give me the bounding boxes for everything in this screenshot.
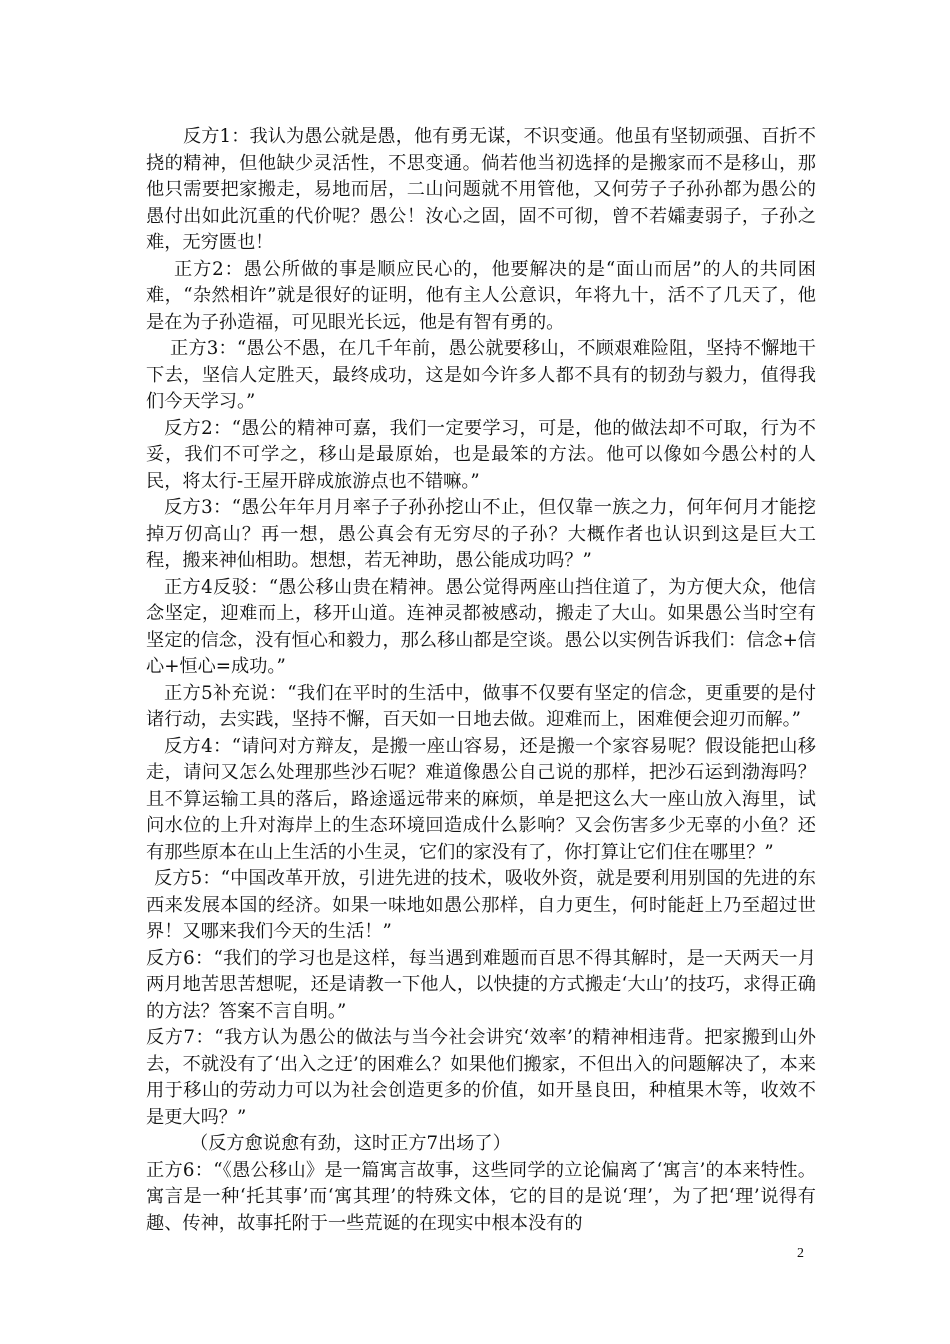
- paragraph-fan7: 反方7：“我方认为愚公的做法与当今社会讲究‘效率’的精神相违背。把家搬到山外去，不就没有了‘出入之迂’的困难么？如果他们搬家，不但出入的问题解决了，本来用于移山的劳动力可以为社会创造更多的价值，如开垦良田，种植果木等，收效不是更大吗？”: [146, 1027, 816, 1128]
- paragraph-fan1: 反方1：我认为愚公就是愚，他有勇无谋，不识变通。他虽有坚韧顽强、百折不挠的精神，但他缺少灵活性，不思变通。倘若他当初选择的是搬家而不是移山，那他只需要把家搬走，易地而居，二山问题就不用管他，又何劳子子孙孙都为愚公的愚付出如此沉重的代价呢？愚公！汝心之固，固不可彻，曾不若孀妻弱子，子孙之难，无穷匮也！: [146, 126, 816, 253]
- paragraph-zheng6: 正方6：“《愚公移山》是一篇寓言故事，这些同学的立论偏离了‘寓言’的本来特性。寓言是一种‘托其事’而‘寓其理’的特殊文体，它的目的是说‘理’，为了把‘理’说得有趣、传神，故事托附于一些荒诞的在现实中根本没有的: [146, 1159, 816, 1234]
- paragraph-fan6: 反方6：“我们的学习也是这样，每当遇到难题而百思不得其解时，是一天两天一月两月地苦思苦想呢，还是请教一下他人，以快捷的方式搬走‘大山’的技巧，求得正确的方法？答案不言自明。”: [146, 947, 816, 1022]
- paragraph-zheng2: 正方2：愚公所做的事是顺应民心的，他要解决的是“面山而居”的人的共同困难，“杂然相许”就是很好的证明，他有主人公意识，年将九十，活不了几天了，他是在为子孙造福，可见眼光长远，他是有智有勇的。: [146, 258, 816, 333]
- paragraph-fan4: 反方4：“请问对方辩友，是搬一座山容易，还是搬一个家容易呢？假设能把山移走，请问又怎么处理那些沙石呢？难道像愚公自己说的那样，把沙石运到渤海吗？且不算运输工具的落后，路途遥远带来的麻烦，单是把这么大一座山放入海里，试问水位的上升对海岸上的生态环境回造成什么影响？又会伤害多少无辜的小鱼？还有那些原本在山上生活的小生灵，它们的家没有了，你打算让它们住在哪里？”: [146, 735, 816, 863]
- page-number: 2: [797, 1246, 804, 1261]
- document-body: [146, 124, 816, 1237]
- paragraph-fan5: 反方5：“中国改革开放，引进先进的技术，吸收外资，就是要利用别国的先进的东西来发展本国的经济。如果一味地如愚公那样，自力更生，何时能赶上乃至超过世界！又哪来我们今天的生活！”: [146, 868, 816, 942]
- paragraph-zheng4: 正方4反驳：“愚公移山贵在精神。愚公觉得两座山挡住道了，为方便大众，他信念坚定，迎难而上，移开山道。连神灵都被感动，搬走了大山。如果愚公当时空有坚定的信念，没有恒心和毅力，那么移山都是空谈。愚公以实例告诉我们：信念+信心+恒心=成功。”: [146, 576, 816, 677]
- paragraph-zheng3: 正方3：“愚公不愚，在几千年前，愚公就要移山，不顾艰难险阻，坚持不懈地干下去，坚信人定胜天，最终成功，这是如今许多人都不具有的韧劲与毅力，值得我们今天学习。”: [146, 338, 816, 412]
- paragraph-stage-note: （反方愈说愈有劲，这时正方7出场了）: [190, 1133, 511, 1154]
- paragraph-fan3: 反方3：“愚公年年月月率子子孙孙挖山不止，但仅靠一族之力，何年何月才能挖掉万仞高山？再一想，愚公真会有无穷尽的子孙？大概作者也认识到这是巨大工程，搬来神仙相助。想想，若无神助，愚公能成功吗？”: [146, 497, 816, 571]
- paragraph-zheng5: 正方5补充说：“我们在平时的生活中，做事不仅要有坚定的信念，更重要的是付诸行动，去实践，坚持不懈，百天如一日地去做。迎难而上，困难便会迎刃而解。”: [146, 682, 816, 730]
- paragraph-fan2: 反方2：“愚公的精神可嘉，我们一定要学习，可是，他的做法却不可取，行为不妥，我们不可学之，移山是最原始，也是最笨的方法。他可以像如今愚公村的人民，将太行-王屋开辟成旅游点也不错嘛。”: [146, 417, 816, 492]
